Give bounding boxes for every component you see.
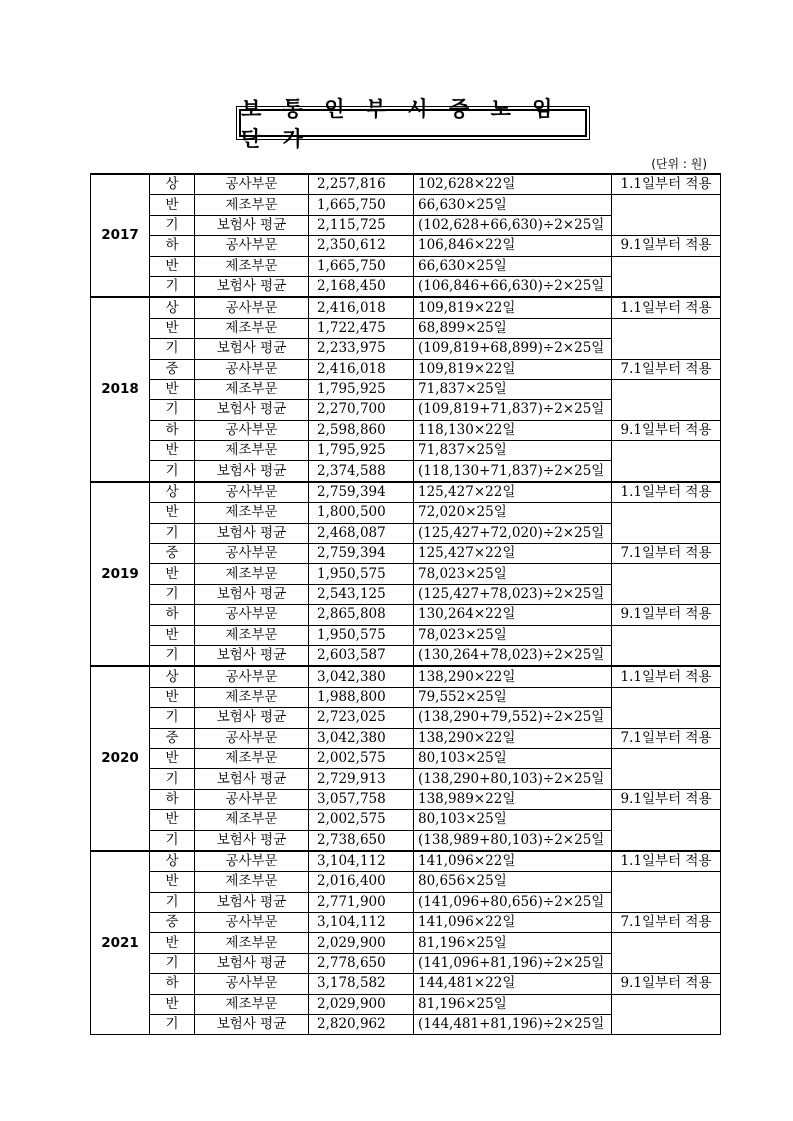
category-cell: 제조부문 bbox=[195, 503, 309, 523]
category-cell: 보험사 평균 bbox=[195, 953, 309, 973]
calculation-cell: 80,103×25일 bbox=[414, 810, 612, 830]
half-label-cell: 기 bbox=[150, 830, 195, 851]
half-label-cell: 기 bbox=[150, 400, 195, 420]
half-label-cell: 중 bbox=[150, 544, 195, 564]
category-cell: 공사부문 bbox=[195, 605, 309, 625]
category-cell: 공사부문 bbox=[195, 851, 309, 872]
amount-cell: 2,723,025 bbox=[309, 708, 414, 728]
category-cell: 제조부문 bbox=[195, 256, 309, 276]
table-row bbox=[91, 687, 721, 707]
category-cell: 공사부문 bbox=[195, 482, 309, 503]
calculation-cell: (106,846+66,630)÷2×25일 bbox=[414, 276, 612, 297]
title-box bbox=[236, 97, 590, 151]
half-label-cell: 반 bbox=[150, 810, 195, 830]
calculation-cell: 66,630×25일 bbox=[414, 195, 612, 215]
table-row bbox=[91, 748, 721, 768]
half-label-cell: 기 bbox=[150, 584, 195, 604]
category-cell: 제조부문 bbox=[195, 748, 309, 768]
amount-cell: 3,178,582 bbox=[309, 974, 414, 994]
calculation-cell: (109,819+71,837)÷2×25일 bbox=[414, 400, 612, 420]
amount-cell: 1,665,750 bbox=[309, 256, 414, 276]
amount-cell: 2,468,087 bbox=[309, 523, 414, 543]
calculation-cell: 138,290×22일 bbox=[414, 666, 612, 687]
category-cell: 제조부문 bbox=[195, 195, 309, 215]
category-cell: 보험사 평균 bbox=[195, 830, 309, 851]
calculation-cell: 141,096×22일 bbox=[414, 851, 612, 872]
calculation-cell: (144,481+81,196)÷2×25일 bbox=[414, 1015, 612, 1035]
year-cell: 2018 bbox=[91, 297, 150, 482]
table-row bbox=[91, 482, 721, 503]
table-row bbox=[91, 666, 721, 687]
calculation-cell: 81,196×25일 bbox=[414, 933, 612, 953]
note-cell: 1.1일부터 적용 bbox=[612, 666, 721, 687]
note-empty-cell bbox=[612, 872, 721, 913]
note-cell: 9.1일부터 적용 bbox=[612, 605, 721, 625]
calculation-cell: (102,628+66,630)÷2×25일 bbox=[414, 215, 612, 235]
note-empty-cell bbox=[612, 564, 721, 605]
note-empty-cell bbox=[612, 994, 721, 1035]
amount-cell: 2,233,975 bbox=[309, 339, 414, 359]
half-label-cell: 반 bbox=[150, 994, 195, 1014]
note-empty-cell bbox=[612, 379, 721, 420]
year-cell: 2019 bbox=[91, 482, 150, 667]
half-label-cell: 반 bbox=[150, 503, 195, 523]
half-label-cell: 반 bbox=[150, 195, 195, 215]
amount-cell: 2,865,808 bbox=[309, 605, 414, 625]
half-label-cell: 기 bbox=[150, 461, 195, 482]
note-cell: 7.1일부터 적용 bbox=[612, 544, 721, 564]
category-cell: 보험사 평균 bbox=[195, 708, 309, 728]
half-label-cell: 반 bbox=[150, 318, 195, 338]
half-label-cell: 기 bbox=[150, 769, 195, 789]
half-label-cell: 하 bbox=[150, 605, 195, 625]
calculation-cell: 138,989×22일 bbox=[414, 789, 612, 809]
amount-cell: 2,270,700 bbox=[309, 400, 414, 420]
calculation-cell: 78,023×25일 bbox=[414, 564, 612, 584]
calculation-cell: (141,096+80,656)÷2×25일 bbox=[414, 892, 612, 912]
amount-cell: 1,950,575 bbox=[309, 625, 414, 645]
amount-cell: 2,374,588 bbox=[309, 461, 414, 482]
half-label-cell: 중 bbox=[150, 913, 195, 933]
half-label-cell: 기 bbox=[150, 339, 195, 359]
amount-cell: 3,042,380 bbox=[309, 728, 414, 748]
amount-cell: 2,002,575 bbox=[309, 748, 414, 768]
calculation-cell: 80,103×25일 bbox=[414, 748, 612, 768]
amount-cell: 3,042,380 bbox=[309, 666, 414, 687]
category-cell: 보험사 평균 bbox=[195, 584, 309, 604]
calculation-cell: 125,427×22일 bbox=[414, 544, 612, 564]
calculation-cell: (141,096+81,196)÷2×25일 bbox=[414, 953, 612, 973]
category-cell: 공사부문 bbox=[195, 297, 309, 318]
amount-cell: 2,759,394 bbox=[309, 482, 414, 503]
table-row bbox=[91, 195, 721, 215]
calculation-cell: 130,264×22일 bbox=[414, 605, 612, 625]
calculation-cell: 81,196×25일 bbox=[414, 994, 612, 1014]
table-row bbox=[91, 441, 721, 461]
note-empty-cell bbox=[612, 933, 721, 974]
half-label-cell: 하 bbox=[150, 789, 195, 809]
note-cell: 1.1일부터 적용 bbox=[612, 851, 721, 872]
table-row bbox=[91, 379, 721, 399]
table-row bbox=[91, 933, 721, 953]
calculation-cell: 78,023×25일 bbox=[414, 625, 612, 645]
category-cell: 제조부문 bbox=[195, 994, 309, 1014]
calculation-cell: (138,989+80,103)÷2×25일 bbox=[414, 830, 612, 851]
note-cell: 7.1일부터 적용 bbox=[612, 728, 721, 748]
half-label-cell: 하 bbox=[150, 236, 195, 256]
half-label-cell: 기 bbox=[150, 708, 195, 728]
half-label-cell: 반 bbox=[150, 564, 195, 584]
table-row bbox=[91, 625, 721, 645]
amount-cell: 2,115,725 bbox=[309, 215, 414, 235]
category-cell: 공사부문 bbox=[195, 174, 309, 195]
table-row bbox=[91, 420, 721, 440]
amount-cell: 1,795,925 bbox=[309, 441, 414, 461]
amount-cell: 2,029,900 bbox=[309, 994, 414, 1014]
amount-cell: 2,603,587 bbox=[309, 645, 414, 666]
half-label-cell: 하 bbox=[150, 974, 195, 994]
amount-cell: 1,722,475 bbox=[309, 318, 414, 338]
half-label-cell: 상 bbox=[150, 851, 195, 872]
half-label-cell: 중 bbox=[150, 359, 195, 379]
table-row bbox=[91, 913, 721, 933]
table-row bbox=[91, 851, 721, 872]
calculation-cell: 109,819×22일 bbox=[414, 359, 612, 379]
amount-cell: 2,820,962 bbox=[309, 1015, 414, 1035]
amount-cell: 3,057,758 bbox=[309, 789, 414, 809]
category-cell: 공사부문 bbox=[195, 544, 309, 564]
amount-cell: 2,416,018 bbox=[309, 297, 414, 318]
note-cell: 9.1일부터 적용 bbox=[612, 789, 721, 809]
half-label-cell: 반 bbox=[150, 872, 195, 892]
half-label-cell: 상 bbox=[150, 666, 195, 687]
category-cell: 공사부문 bbox=[195, 789, 309, 809]
half-label-cell: 반 bbox=[150, 379, 195, 399]
table-row bbox=[91, 605, 721, 625]
calculation-cell: 71,837×25일 bbox=[414, 441, 612, 461]
half-label-cell: 반 bbox=[150, 687, 195, 707]
calculation-cell: 138,290×22일 bbox=[414, 728, 612, 748]
calculation-cell: 72,020×25일 bbox=[414, 503, 612, 523]
amount-cell: 2,350,612 bbox=[309, 236, 414, 256]
table-row bbox=[91, 789, 721, 809]
calculation-cell: 79,552×25일 bbox=[414, 687, 612, 707]
note-cell: 1.1일부터 적용 bbox=[612, 482, 721, 503]
note-cell: 7.1일부터 적용 bbox=[612, 913, 721, 933]
amount-cell: 1,800,500 bbox=[309, 503, 414, 523]
category-cell: 제조부문 bbox=[195, 687, 309, 707]
category-cell: 제조부문 bbox=[195, 379, 309, 399]
note-empty-cell bbox=[612, 687, 721, 728]
half-label-cell: 기 bbox=[150, 953, 195, 973]
category-cell: 보험사 평균 bbox=[195, 523, 309, 543]
table-row bbox=[91, 544, 721, 564]
half-label-cell: 상 bbox=[150, 482, 195, 503]
calculation-cell: (138,290+80,103)÷2×25일 bbox=[414, 769, 612, 789]
calculation-cell: (125,427+72,020)÷2×25일 bbox=[414, 523, 612, 543]
category-cell: 보험사 평균 bbox=[195, 1015, 309, 1035]
note-empty-cell bbox=[612, 318, 721, 359]
amount-cell: 2,778,650 bbox=[309, 953, 414, 973]
half-label-cell: 기 bbox=[150, 523, 195, 543]
note-cell: 1.1일부터 적용 bbox=[612, 174, 721, 195]
category-cell: 제조부문 bbox=[195, 318, 309, 338]
table-row bbox=[91, 297, 721, 318]
amount-cell: 2,729,913 bbox=[309, 769, 414, 789]
amount-cell: 2,016,400 bbox=[309, 872, 414, 892]
half-label-cell: 기 bbox=[150, 215, 195, 235]
half-label-cell: 기 bbox=[150, 276, 195, 297]
category-cell: 보험사 평균 bbox=[195, 461, 309, 482]
amount-cell: 1,795,925 bbox=[309, 379, 414, 399]
table-row bbox=[91, 974, 721, 994]
half-label-cell: 기 bbox=[150, 1015, 195, 1035]
category-cell: 보험사 평균 bbox=[195, 276, 309, 297]
table-row bbox=[91, 994, 721, 1014]
calculation-cell: (118,130+71,837)÷2×25일 bbox=[414, 461, 612, 482]
amount-cell: 2,257,816 bbox=[309, 174, 414, 195]
note-empty-cell bbox=[612, 810, 721, 851]
calculation-cell: (130,264+78,023)÷2×25일 bbox=[414, 645, 612, 666]
calculation-cell: 125,427×22일 bbox=[414, 482, 612, 503]
table-row bbox=[91, 256, 721, 276]
note-cell: 9.1일부터 적용 bbox=[612, 974, 721, 994]
amount-cell: 2,598,860 bbox=[309, 420, 414, 440]
category-cell: 보험사 평균 bbox=[195, 645, 309, 666]
category-cell: 공사부문 bbox=[195, 974, 309, 994]
calculation-cell: 118,130×22일 bbox=[414, 420, 612, 440]
amount-cell: 1,950,575 bbox=[309, 564, 414, 584]
note-cell: 7.1일부터 적용 bbox=[612, 359, 721, 379]
category-cell: 제조부문 bbox=[195, 441, 309, 461]
note-empty-cell bbox=[612, 195, 721, 236]
year-cell: 2021 bbox=[91, 851, 150, 1035]
category-cell: 공사부문 bbox=[195, 420, 309, 440]
half-label-cell: 중 bbox=[150, 728, 195, 748]
table-row bbox=[91, 318, 721, 338]
amount-cell: 2,002,575 bbox=[309, 810, 414, 830]
amount-cell: 1,665,750 bbox=[309, 195, 414, 215]
calculation-cell: 106,846×22일 bbox=[414, 236, 612, 256]
amount-cell: 3,104,112 bbox=[309, 851, 414, 872]
wage-table bbox=[90, 173, 721, 1035]
calculation-cell: 68,899×25일 bbox=[414, 318, 612, 338]
calculation-cell: (138,290+79,552)÷2×25일 bbox=[414, 708, 612, 728]
amount-cell: 2,168,450 bbox=[309, 276, 414, 297]
amount-cell: 2,029,900 bbox=[309, 933, 414, 953]
amount-cell: 3,104,112 bbox=[309, 913, 414, 933]
amount-cell: 2,543,125 bbox=[309, 584, 414, 604]
category-cell: 제조부문 bbox=[195, 872, 309, 892]
half-label-cell: 기 bbox=[150, 892, 195, 912]
note-empty-cell bbox=[612, 441, 721, 482]
category-cell: 보험사 평균 bbox=[195, 892, 309, 912]
category-cell: 제조부문 bbox=[195, 933, 309, 953]
note-empty-cell bbox=[612, 256, 721, 297]
amount-cell: 2,771,900 bbox=[309, 892, 414, 912]
half-label-cell: 반 bbox=[150, 933, 195, 953]
note-cell: 1.1일부터 적용 bbox=[612, 297, 721, 318]
calculation-cell: 71,837×25일 bbox=[414, 379, 612, 399]
note-empty-cell bbox=[612, 748, 721, 789]
category-cell: 보험사 평균 bbox=[195, 769, 309, 789]
table-row bbox=[91, 872, 721, 892]
table-row bbox=[91, 174, 721, 195]
calculation-cell: 102,628×22일 bbox=[414, 174, 612, 195]
calculation-cell: (125,427+78,023)÷2×25일 bbox=[414, 584, 612, 604]
table-row bbox=[91, 503, 721, 523]
half-label-cell: 하 bbox=[150, 420, 195, 440]
note-empty-cell bbox=[612, 625, 721, 666]
table-row bbox=[91, 810, 721, 830]
calculation-cell: 80,656×25일 bbox=[414, 872, 612, 892]
category-cell: 제조부문 bbox=[195, 810, 309, 830]
category-cell: 공사부문 bbox=[195, 236, 309, 256]
page-title: 보 통 인 부 시 중 노 임 단 가 bbox=[239, 109, 587, 137]
half-label-cell: 반 bbox=[150, 256, 195, 276]
category-cell: 보험사 평균 bbox=[195, 400, 309, 420]
half-label-cell: 상 bbox=[150, 174, 195, 195]
amount-cell: 2,738,650 bbox=[309, 830, 414, 851]
calculation-cell: 66,630×25일 bbox=[414, 256, 612, 276]
note-cell: 9.1일부터 적용 bbox=[612, 420, 721, 440]
category-cell: 공사부문 bbox=[195, 913, 309, 933]
table-row bbox=[91, 728, 721, 748]
category-cell: 공사부문 bbox=[195, 728, 309, 748]
category-cell: 제조부문 bbox=[195, 625, 309, 645]
year-cell: 2020 bbox=[91, 666, 150, 851]
half-label-cell: 기 bbox=[150, 645, 195, 666]
half-label-cell: 반 bbox=[150, 625, 195, 645]
table-row bbox=[91, 359, 721, 379]
category-cell: 공사부문 bbox=[195, 359, 309, 379]
category-cell: 보험사 평균 bbox=[195, 215, 309, 235]
category-cell: 공사부문 bbox=[195, 666, 309, 687]
amount-cell: 2,759,394 bbox=[309, 544, 414, 564]
amount-cell: 1,988,800 bbox=[309, 687, 414, 707]
category-cell: 제조부문 bbox=[195, 564, 309, 584]
table-row bbox=[91, 236, 721, 256]
amount-cell: 2,416,018 bbox=[309, 359, 414, 379]
half-label-cell: 상 bbox=[150, 297, 195, 318]
calculation-cell: 141,096×22일 bbox=[414, 913, 612, 933]
half-label-cell: 반 bbox=[150, 748, 195, 768]
half-label-cell: 반 bbox=[150, 441, 195, 461]
year-cell: 2017 bbox=[91, 174, 150, 297]
calculation-cell: 109,819×22일 bbox=[414, 297, 612, 318]
calculation-cell: 144,481×22일 bbox=[414, 974, 612, 994]
calculation-cell: (109,819+68,899)÷2×25일 bbox=[414, 339, 612, 359]
table-row bbox=[91, 564, 721, 584]
unit-label: (단위 : 원) bbox=[651, 157, 707, 171]
category-cell: 보험사 평균 bbox=[195, 339, 309, 359]
note-cell: 9.1일부터 적용 bbox=[612, 236, 721, 256]
note-empty-cell bbox=[612, 503, 721, 544]
